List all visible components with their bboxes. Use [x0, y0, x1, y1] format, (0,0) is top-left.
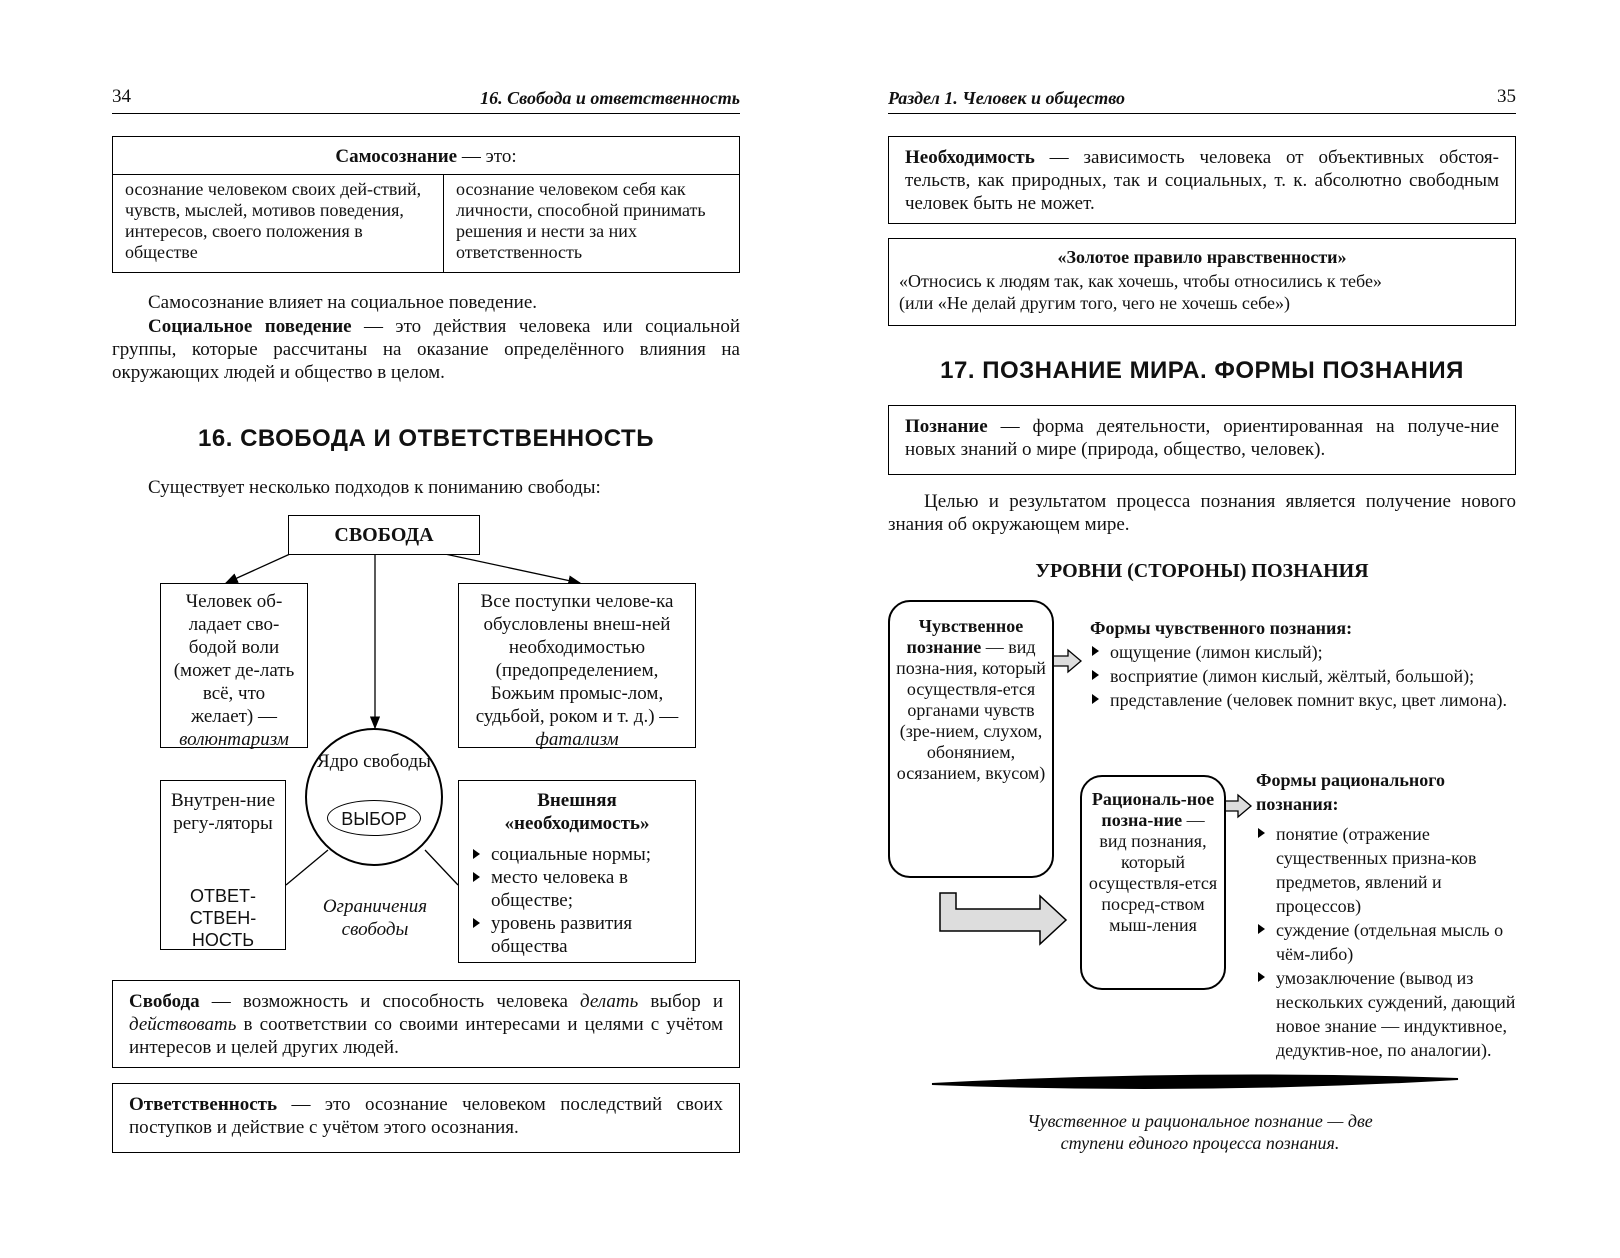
sensory-forms: Формы чувственного познания: ощущение (лимон кислый); восприятие (лимон кислый, жёлтый, большой); представление (человек помнит вкус, цвет лимона). [1090, 616, 1520, 712]
necessity-definition-box: Необходимость — зависимость человека от объективных обстоя-тельств, как природных, так и социальных, т. к. абсолютно свободным человек быть не может. [888, 136, 1516, 224]
responsibility-label: ОТВЕТ-СТВЕН-НОСТЬ [189, 886, 257, 950]
freedom-definition-box: Свобода — возможность и способность человека делать выбор и действовать в соответствии со своими интересами и целями с учётом интересов и целей других людей. [112, 980, 740, 1068]
rational-form-item: суждение (отдельная мысль о чём-либо) [1256, 918, 1518, 966]
limits-of-freedom-label: Ограничения свободы [322, 896, 428, 940]
sensory-form-item: ощущение (лимон кислый); [1090, 640, 1520, 664]
external-item: место человека в обществе; [471, 866, 691, 912]
table-cell-actions: осознание человеком своих дей-ствий, чувств, мыслей, мотивов поведения, интересов, своего положения в обществе [125, 179, 422, 262]
left-running-title: 16. Свобода и ответственность [480, 88, 740, 108]
left-page-number: 34 [112, 86, 131, 107]
para-social-behavior: Социальное поведение — это действия человека или социальной группы, которые рассчитаны на оказание определённого влияния на окружающих людей и общество в целом. [112, 316, 740, 383]
fatalism-box: Все поступки челове-ка обусловлены внеш-ней необходимостью (предопределением, Божьим промыс-лом, судьбой, роком и т. д.) — фатализм [458, 583, 696, 748]
voluntarism-box: Человек об-ладает сво-бодой воли (может де-лать всё, что желает) — волюнтаризм [160, 583, 308, 748]
para-self-consciousness: Самосознание влияет на социальное поведение. [148, 292, 538, 313]
inner-regulators-box: Внутрен-ние регу-ляторы ОТВЕТ-СТВЕН-НОСТЬ [160, 780, 286, 950]
caption-brush-stroke [932, 1075, 1458, 1088]
rational-forms: Формы рационального познания: понятие (отражение существенных призна-ков предметов, явлений и процессов) суждение (отдельная мысль о чём-либо) умозаключение (вывод из нескольких суждений, дающий новое знание — индуктивное, дедуктив-ное, по аналогии). [1256, 768, 1518, 1062]
external-item: уровень развития общества [471, 912, 691, 958]
sensory-form-item: восприятие (лимон кислый, жёлтый, большой); [1090, 664, 1520, 688]
core-of-freedom-circle: Ядро свободы ВЫБОР [305, 728, 443, 866]
freedom-intro: Существует несколько подходов к пониманию свободы: [148, 477, 601, 498]
sensory-form-item: представление (человек помнит вкус, цвет лимона). [1090, 688, 1520, 712]
table-title: Самосознание — это: [335, 146, 517, 167]
external-necessity-box: Внешняя «необходимость» социальные нормы; место человека в обществе; уровень развития общества [458, 780, 696, 963]
cognition-result-para: Целью и результатом процесса познания является получение нового знания об окружающем мире. [888, 491, 1516, 535]
section-heading-17: 17. ПОЗНАНИЕ МИРА. ФОРМЫ ПОЗНАНИЯ [940, 357, 1464, 384]
rational-cognition-box: Рациональ-ное позна-ние — вид познания, который осуществля-ется посред-ством мыш-ления [1080, 775, 1226, 990]
levels-heading: УРОВНИ (СТОРОНЫ) ПОЗНАНИЯ [1035, 560, 1369, 582]
cognition-definition-box: Познание — форма деятельности, ориентированная на получе-ние новых знаний о мире (природа, общество, человек). [888, 405, 1516, 475]
choice-ellipse: ВЫБОР [327, 800, 421, 836]
rational-form-item: умозаключение (вывод из нескольких суждений, дающий новое знание — индуктивное, дедуктив-ное, по аналогии). [1256, 966, 1518, 1062]
rational-form-item: понятие (отражение существенных призна-ков предметов, явлений и процессов) [1256, 822, 1518, 918]
right-page-number: 35 [1497, 86, 1516, 107]
table-cell-personality: осознание человеком себя как личности, способной принимать решения и нести за них ответственность [456, 179, 706, 262]
section-heading-16: 16. СВОБОДА И ОТВЕТСТВЕННОСТЬ [198, 425, 654, 452]
right-running-title: Раздел 1. Человек и общество [888, 88, 1126, 108]
levels-caption: Чувственное и рациональное познание — две ступени единого процесса познания. [1027, 1111, 1373, 1153]
responsibility-definition-box: Ответственность — это осознание человеком последствий своих поступков и действие с учётом этого осознания. [112, 1083, 740, 1153]
freedom-top-box: СВОБОДА [288, 515, 480, 555]
external-item: социальные нормы; [471, 843, 691, 866]
sensory-cognition-box: Чувственное познание — вид позна-ния, который осуществля-ется органами чувств (зре-нием, слухом, обонянием, осязанием, вкусом) [888, 600, 1054, 878]
golden-rule-box: «Золотое правило нравственности» «Относись к людям так, как хочешь, чтобы относились к тебе» (или «Не делай другим того, чего не хочешь себе») [888, 238, 1516, 326]
